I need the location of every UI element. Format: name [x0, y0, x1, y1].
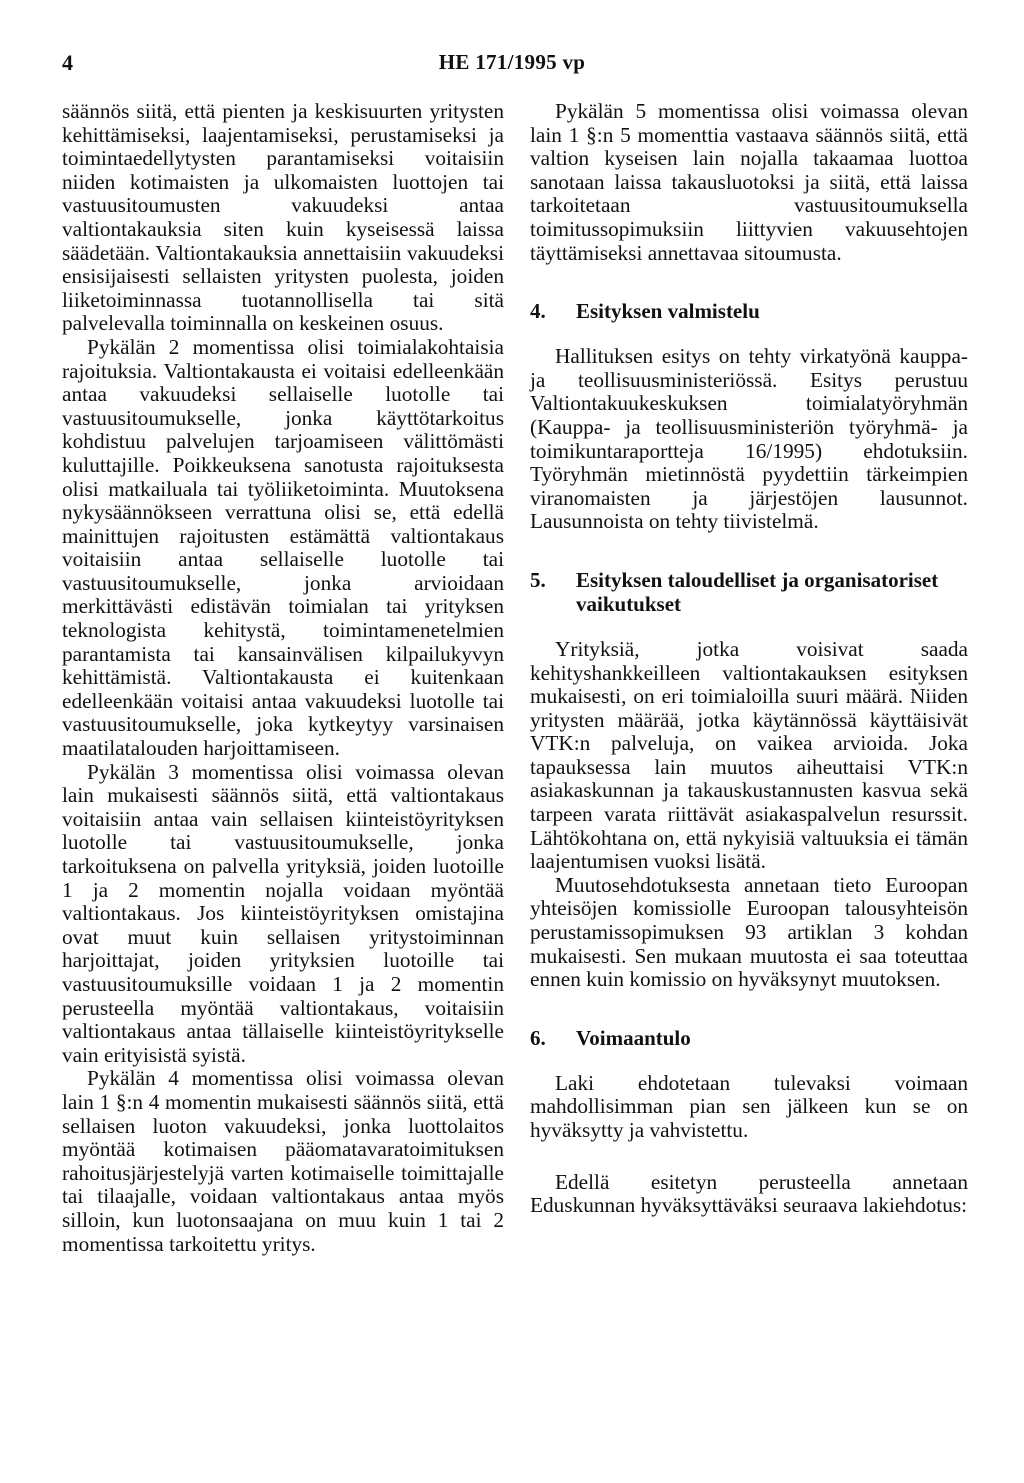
section-title: Esityksen valmistelu — [576, 299, 760, 324]
closing-paragraph: Edellä esitetyn perusteella annetaan Eduskunnan hyväksyttäväksi seuraava lakiehdotus: — [530, 1169, 968, 1218]
section-heading — [530, 568, 968, 616]
section-heading — [530, 299, 968, 323]
section-number: 5. — [530, 567, 546, 592]
paragraph: Pykälän 3 momentissa olisi voimassa olevan lain mukaisesti säännös siitä, että valtiontakaus voitaisiin antaa vain sellaisen kiinteistöyrityksen luotolle tai vastuusitoumukselle, jonka tarkoituksena on palvella yrityksiä, joiden luotoille 1 ja 2 momentin nojalla voidaan myöntää valtiontakaus. Jos kiinteistöyrityksen omistajina ovat muut kuin sellaisen yritystoiminnan harjoittajat, joiden yrityksien luotoille tai vastuusitoumuksille voidaan 1 ja 2 momentin perusteella myöntää valtiontakaus, voitaisiin valtiontakaus antaa tällaiselle kiinteistöyritykselle vain erityisistä syistä. — [62, 759, 504, 1067]
left-column — [62, 100, 504, 1256]
paragraph: Muutosehdotuksesta annetaan tieto Euroopan yhteisöjen komissiolle Euroopan talousyhteisön perustamissopimuksen 93 artiklan 3 kohdan mukaisesti. Sen mukaan muutosta ei saa toteuttaa ennen kuin komissio on hyväksynyt muutoksen. — [530, 872, 968, 992]
paragraph: Pykälän 4 momentissa olisi voimassa olevan lain 1 §:n 4 momentin mukaisesti säännös siitä, että sellaisen luoton vakuudeksi, jonka luottolaitos myöntää kotimaisen pääomatavaratoimituksen rahoitusjärjestelyjä varten kotimaiselle toimittajalle tai tilaajalle, voidaan valtiontakaus antaa myös silloin, kun luotonsaajana on muu kuin 1 tai 2 momentissa tarkoitettu yritys. — [62, 1066, 504, 1256]
section-title: Voimaantulo — [576, 1025, 691, 1050]
paragraph: Hallituksen esitys on tehty virkatyönä kauppa- ja teollisuusministeriössä. Esitys perustuu Valtiontakuukeskuksen toimialatyöryhmän (Kauppa- ja teollisuusministeriön työryhmä- ja toimikuntaraportteja 16/1995) ehdotuksiin. Työryhmän mietinnöstä pyydettiin tärkeimpien viranomaisten ja järjestöjen lausunnot. Lausunnoista on tehty tiivistelmä. — [530, 344, 968, 534]
section-title: Esityksen taloudelliset ja organisatoriset vaikutukset — [576, 567, 939, 616]
paragraph: Laki ehdotetaan tulevaksi voimaan mahdollisimman pian sen jälkeen kun se on hyväksytty ja vahvistettu. — [530, 1070, 968, 1142]
paragraph: Pykälän 5 momentissa olisi voimassa olevan lain 1 §:n 5 momenttia vastaava säännös siitä, että valtion kyseisen lain nojalla takaamaa luottoa sanotaan laissa takausluotoksi ja siitä, että laissa tarkoitetaan vastuusitoumuksella toimitussopimuksiin liittyvien vakuusehtojen täyttämiseksi annettavaa sitoumusta. — [530, 99, 968, 265]
paragraph: Pykälän 2 momentissa olisi toimialakohtaisia rajoituksia. Valtiontakausta ei voitaisi edelleenkään antaa vakuudeksi sellaiselle luotolle tai vastuusitoumukselle, jonka käyttötarkoitus kohdistuu palvelujen tarjoamiseen välittömästi kuluttajille. Poikkeuksena sanotusta rajoituksesta olisi matkailuala tai työliiketoiminta. Muutoksena nykysäännökseen verrattuna olisi se, että edellä mainittujen rajoitusten estämättä valtiontakaus voitaisiin antaa sellaiselle luotolle tai vastuusitoumukselle, jonka arvioidaan merkittävästi edistävän toimialan tai yrityksen teknologista kehitystä, toimintamenetelmien parantamista tai kansainvälisen kilpailukyvyn kehittämistä. Valtiontakausta ei kuitenkaan edelleenkään voitaisi antaa vakuudeksi luotolle tai vastuusitoumukselle, joka kytkeytyy varsinaisen maatilatalouden harjoittamiseen. — [62, 334, 504, 761]
section-heading — [530, 1026, 968, 1050]
right-column — [530, 100, 968, 1218]
paragraph: säännös siitä, että pienten ja keskisuurten yritysten kehittämiseksi, laajentamiseksi, perustamiseksi ja toimintaedellytysten parantamiseksi voitaisiin niiden kotimaisten ja ulkomaisten luottojen tai vastuusitoumusten vakuudeksi antaa valtiontakauksia siten kuin kyseisessä laissa säädetään. Valtiontakauksia annettaisiin vakuudeksi ensisijaisesti sellaisten yritysten puolesta, joiden liiketoiminnassa tuotannollisella tai sitä palvelevalla toiminnalla on keskeinen osuus. — [62, 99, 504, 336]
section-number: 4. — [530, 299, 546, 324]
section-number: 6. — [530, 1025, 546, 1050]
page-number: 4 — [62, 50, 73, 75]
running-header: HE 171/1995 vp — [438, 50, 586, 74]
paragraph: Yrityksiä, jotka voisivat saada kehityshankkeilleen valtiontakauksen esityksen mukaisesti, on eri toimialoilla suuri määrä. Niiden yritysten määrää, jotka käytännössä käyttäisivät VTK:n palveluja, on vaikea arvioida. Joka tapauksessa lain muutos aiheuttaisi VTK:n asiakaskunnan ja takauskustannusten kasvua sekä tarpeen varata riittävät asiakaspalvelun resurssit. Lähtökohtana on, että nykyisiä valtuuksia ei tämän laajentumisen vuoksi lisätä. — [530, 636, 968, 874]
